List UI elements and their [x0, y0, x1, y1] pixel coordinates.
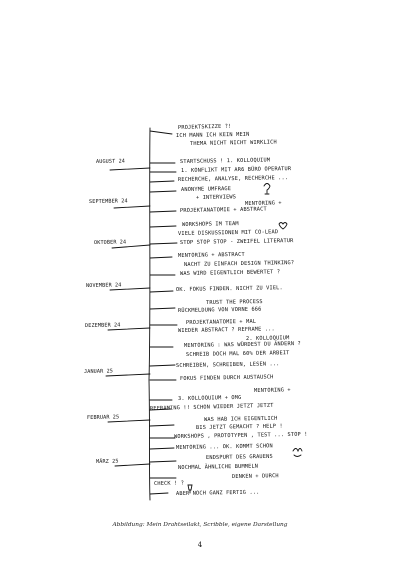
timeline-entry: OK. FOKUS FINDEN. NICHT ZU VIEL. — [175, 285, 283, 293]
month-tick — [114, 206, 150, 208]
month-label: AUGUST 24 — [95, 158, 126, 165]
timeline-entry: DENKEN + DURCH — [231, 473, 279, 480]
timeline-entry: SCHREIB DOCH MAL 60% DER ARBEIT — [185, 350, 290, 358]
timeline-entry: ANONYME UMFRAGE — [180, 186, 232, 193]
timeline-entry: SCHREIBEN, SCHREIBEN, LESEN ... — [175, 361, 280, 369]
timeline-entry: STARTSCHUSS ! 1. KOLLOQUIUM — [179, 157, 271, 165]
month-label: NOVEMBER 24 — [85, 282, 122, 289]
timeline-entry: RÜCKMELDUNG VON VORNE 666 — [177, 306, 262, 314]
entry-tick — [150, 461, 176, 462]
timeline-entry: ICH MANN ICH KEIN MEIN — [175, 131, 250, 139]
entry-tick — [150, 425, 174, 426]
entry-tick — [150, 448, 174, 449]
heart-doodle — [279, 223, 287, 230]
timeline-entry: PROJEKTANATOMIE + ABSTRACT — [179, 206, 267, 214]
bulb-doodle — [264, 184, 270, 195]
timeline-entry: WAS WIRD EIGENTLICH BEWERTET ? — [179, 269, 281, 277]
page-number: 4 — [197, 541, 203, 549]
timeline-entry: NACHT ZU EINFACH DESIGN THINKING? — [183, 260, 295, 268]
timeline-entry: VIELE DISKUSSIONEN MIT CO-LEAD — [177, 229, 279, 237]
month-label: OKTOBER 24 — [93, 239, 127, 246]
month-label: SEPTEMBER 24 — [88, 198, 128, 205]
month-label: MÄRZ 25 — [95, 458, 119, 465]
timeline-entry: MENTORING + ABSTRACT — [177, 251, 245, 259]
entry-tick — [150, 291, 173, 292]
entry-tick — [150, 226, 176, 227]
month-label: FEBRUAR 25 — [86, 414, 120, 421]
timeline-entry: MENTORING : WAS WÜRDEST DU ÄNDERN ? — [183, 340, 301, 349]
timeline-entry: ENDSPURT DES GRAUENS — [205, 453, 273, 461]
entry-tick — [150, 131, 172, 134]
timeline-entry: RECHERCHE, ANALYSE, RECHERCHE ... — [177, 175, 289, 183]
timeline-entry: WAS HAB ICH EIGENTLICH — [203, 415, 278, 423]
timeline-entry: TRUST THE PROCESS — [205, 299, 263, 306]
timeline-entry: BIS JETZT GEMACHT ? HELP ! — [195, 423, 283, 431]
timeline-entry: PROJEKTANATOMIE + MAL — [185, 318, 257, 326]
timeline-entry: MENTORING + — [244, 200, 282, 207]
timeline-entry: 1. KONFLIKT MIT AR6 BÜRO OPERATUR — [180, 166, 292, 174]
timeline-entry: 2. KOLLOQUIUM — [245, 335, 290, 342]
timeline-entry: FOKUS FINDEN DURCH AUSTAUSCH — [179, 374, 274, 382]
entry-tick — [150, 211, 176, 212]
month-tick — [110, 168, 150, 170]
timeline-entry: PROJEKTSKIZZE ?! — [177, 123, 232, 131]
timeline-entry: WIEDER ABSTRACT ? REFRAME ... — [177, 326, 275, 334]
timeline-spine — [149, 128, 150, 500]
timeline-entry: THEMA NICHT NICHT WIRKLICH — [189, 139, 277, 147]
timeline-entry: + INTERVIEWS — [195, 194, 237, 201]
timeline-entry: WORKSHOPS , PROTOTYPEN , TEST ... STOP ! — [173, 431, 308, 440]
entry-tick — [150, 243, 177, 244]
month-label: DEZEMBER 24 — [84, 322, 121, 329]
entry-tick — [150, 191, 176, 192]
timeline-entry: 3. KOLLOQUIUM + OMG — [177, 394, 242, 402]
entry-tick — [150, 181, 174, 182]
figure-caption: Abbildung: Mein Drahtseilakt, Scribble, eigene Darstellung — [112, 522, 288, 528]
timeline-entry: REFRAMING !! SCHON WIEDER JETZT JETZT — [149, 402, 274, 412]
scribble-doodle — [293, 449, 302, 457]
entry-tick — [150, 493, 168, 494]
month-label: JANUAR 25 — [83, 368, 114, 375]
entry-tick — [150, 365, 175, 366]
timeline-entry: WORKSHOPS IM TEAM — [181, 221, 239, 228]
timeline-entry: MENTORING ... OK. KOMMT SCHON — [175, 443, 273, 451]
month-tick — [115, 464, 150, 466]
entry-tick — [150, 257, 172, 258]
timeline-entry: STOP STOP STOP - ZWEIFEL LITERATUR — [179, 238, 294, 246]
entry-tick — [150, 308, 175, 309]
timeline-entry: MENTORING + — [253, 387, 291, 394]
timeline-entry: ABER NOCH GANZ FERTIG ... — [175, 489, 260, 497]
timeline-entry: CHECK ! ? — [153, 480, 185, 487]
timeline-entry: NOCHMAL ÄHNLICHE BUMMELN — [177, 463, 259, 471]
